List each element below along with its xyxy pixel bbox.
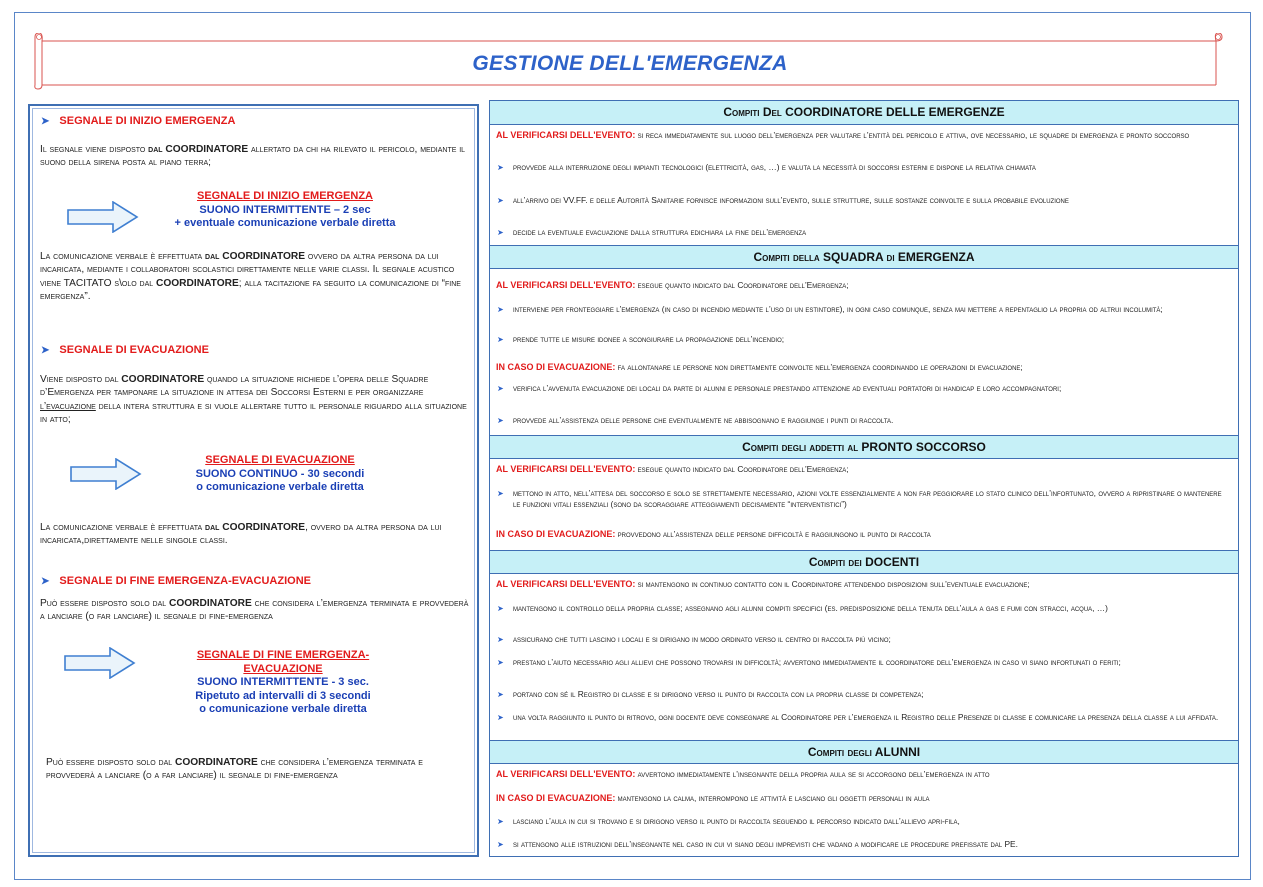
paragraph-fine-1: Può essere disposto solo dal COORDINATORE che considera l’emergenza terminata e provvederà a lanciare (o far lanciare) il segnale di fine-emergenza [40,598,469,623]
signal-title: SEGNALE DI EVACUAZIONE [205,454,355,466]
lead-line: AL VERIFICARSI DELL'EVENTO: si mantengono in continuo contatto con il Coordinatore attendendo disposizioni sull’eventuale evacuazione; [496,579,1030,589]
signal-box-fine [158,649,408,717]
block-header: Compiti Del COORDINATORE DELLE EMERGENZE [490,101,1238,125]
list-item: ➤ prestano l’aiuto necessario agli allievi che possono trovarsi in difficoltà; avvertono immediatamente il coordinatore dell’emergenza in caso vi siano infortunati o feriti; [497,657,1121,667]
signal-title: SEGNALE DI FINE EMERGENZA- [196,649,370,661]
section-heading-evacuazione: ➤ SEGNALE DI EVACUAZIONE [41,344,209,356]
list-item: ➤ lasciano l’aula in cui si trovano e si dirigono verso il punto di raccolta seguendo il percorso indicato dall’allievo apri-fila, [497,816,960,826]
arrowhead-bullet-icon: ➤ [497,416,504,425]
section-heading-inizio: ➤ SEGNALE DI INIZIO EMERGENZA [41,115,236,127]
lead-line: AL VERIFICARSI DELL'EVENTO: esegue quanto indicato dal Coordinatore dell’Emergenza; [496,464,849,474]
arrowhead-bullet-icon: ➤ [497,840,504,849]
right-arrow-icon [67,201,139,233]
arrowhead-bullet-icon: ➤ [497,196,504,205]
arrowhead-bullet-icon: ➤ [497,817,504,826]
arrowhead-bullet-icon: ➤ [497,690,504,699]
list-item: ➤ mettono in atto, nell’attesa del soccorso e solo se strettamente necessario, azioni volte essenzialmente a non far peggiorare lo stato clinico dell’infortunato, ovvero a ripristinare o mantenere le funzioni vitali essenziali (sono da scoraggiare atteggiamenti decisamente “interventistici”) [497,488,1222,509]
list-item: ➤ provvede alla interruzione degli impianti tecnologici (elettricità, gas, …) e valuta la necessità di soccorsi esterni e dispone la relativa chiamata [497,162,1036,172]
paragraph-inizio-2: La comunicazione verbale è effettuata dal COORDINATORE ovvero da altra persona da lui incaricata, mediante i collaboratori scolastici direttamente nelle varie classi. Il segnale acustico viene TACITATO s\olo dal COORDINATORE; alla tacitazione fa seguito la comunicazione di “fine emergenza”. [40,251,461,303]
list-item: ➤ decide la eventuale evacuazione dalla struttura edichiara la fine dell’emergenza [497,227,807,237]
arrowhead-bullet-icon: ➤ [41,116,50,127]
arrowhead-bullet-icon: ➤ [497,604,504,613]
section-heading-fine: ➤ SEGNALE DI FINE EMERGENZA-EVACUAZIONE [41,575,311,587]
block-header: Compiti degli addetti al PRONTO SOCCORSO [490,435,1238,459]
arrowhead-bullet-icon: ➤ [497,228,504,237]
block-docenti [490,550,1238,740]
block-alunni [490,740,1238,856]
paragraph-evacuazione-2: La comunicazione verbale è effettuata dal COORDINATORE, ovvero da altra persona da lui incaricata,direttamente nelle singole classi. [40,522,442,547]
list-item: ➤ verifica l’avvenuta evacuazione dei locali da parte di alunni e personale prestando attenzione ad eventuali portatori di handicap e loro accompagnatori; [497,383,1062,393]
arrowhead-bullet-icon: ➤ [497,713,504,722]
page-title: GESTIONE DELL'EMERGENZA [472,52,788,75]
list-item: ➤ all’arrivo dei VV.FF. e delle Autorità Sanitarie fornisce informazioni sull’evento, sulle strutture, sulle sostanze coinvolte e sulla probabile evoluzione [497,195,1069,205]
lead-line: IN CASO DI EVACUAZIONE: mantengono la calma, interrompono le attività e lasciano gli oggetti personali in aula [496,793,930,803]
block-coordinatore [490,101,1238,245]
arrowhead-bullet-icon: ➤ [497,335,504,344]
block-squadra [490,245,1238,435]
signal-extra: o comunicazione verbale diretta [196,481,364,493]
lead-line: AL VERIFICARSI DELL'EVENTO: si reca immediatamente sul luogo dell’emergenza per valutare l’entità del pericolo e attiva, ove necessario, le squadre di emergenza e pronto soccorso [496,130,1190,140]
lead-line: IN CASO DI EVACUAZIONE: provvedono all’assistenza delle persone difficoltà e raggiungono il punto di raccolta [496,529,931,539]
signal-box-inizio [140,190,430,231]
lead-line: AL VERIFICARSI DELL'EVENTO: avvertono immediatamente l’insegnante della propria aula se si accorgono dell’emergenza in atto [496,769,990,779]
list-item: ➤ assicurano che tutti lascino i locali e si dirigano in modo ordinato verso il centro di raccolta più vicino; [497,634,891,644]
list-item: ➤ si attengono alle istruzioni dell’insegnante nel caso in cui vi siano degli imprevisti che vadano a modificare le procedure prefissate dal PE. [497,839,1018,849]
signal-extra: o comunicazione verbale diretta [199,703,367,715]
signal-sound: SUONO INTERMITTENTE – 2 sec [199,203,371,216]
lead-line: IN CASO DI EVACUAZIONE: fa allontanare le persone non direttamente coinvolte nell’emergenza coordinando le operazioni di evacuazione; [496,362,1023,372]
list-item: ➤ una volta raggiunto il punto di ritrovo, ogni docente deve consegnare al Coordinatore per l’emergenza il Registro delle Presenze di classe e comunicare la presenza della classe a lui affidata. [497,712,1219,722]
signal-box-evacuazione [150,454,410,495]
list-item: ➤ mantengono il controllo della propria classe; assegnano agli alunni compiti specifici (es. predisposizione della tenuta dell’aula a gas e fumi con stracci, acqua, …) [497,603,1108,613]
signal-repeat: Ripetuto ad intervalli di 3 secondi [195,689,371,702]
arrowhead-bullet-icon: ➤ [497,635,504,644]
block-header: Compiti dei DOCENTI [490,550,1238,574]
signal-sound: SUONO INTERMITTENTE - 3 sec. [197,676,369,688]
arrowhead-bullet-icon: ➤ [497,305,504,314]
signal-sound: SUONO CONTINUO - 30 secondi [195,467,365,480]
right-arrow-icon [64,647,136,679]
list-item: ➤ prende tutte le misure idonee a scongiurare la propagazione dell’incendio; [497,334,785,344]
title-banner [34,33,1226,91]
block-pronto-soccorso [490,435,1238,550]
paragraph-evacuazione-1: Viene disposto dal COORDINATORE quando la situazione richiede l’opera delle Squadre d’Emergenza per tamponare la situazione in attesa dei Soccorsi Esterni e per organizzare l’evacuazione della intera struttura e si vuole allertare tutto il personale riguardo alla situazione in atto; [40,374,467,426]
arrowhead-bullet-icon: ➤ [497,489,504,498]
arrowhead-bullet-icon: ➤ [497,658,504,667]
arrowhead-bullet-icon: ➤ [41,345,50,356]
arrowhead-bullet-icon: ➤ [497,384,504,393]
signal-extra: + eventuale comunicazione verbale diretta [174,217,396,229]
signals-panel [28,104,479,857]
arrowhead-bullet-icon: ➤ [41,576,50,587]
signal-title: SEGNALE DI INIZIO EMERGENZA [196,190,373,202]
paragraph-fine-2: Può essere disposto solo dal COORDINATORE che considera l’emergenza terminata e provvederà a lanciare (o a far lanciare) il segnale di fine-emergenza [46,757,423,782]
list-item: ➤ portano con sé il Registro di classe e si dirigono verso il punto di raccolta con la propria classe di competenza; [497,689,924,699]
signal-title: EVACUAZIONE [243,662,323,675]
block-header: Compiti degli ALUNNI [490,740,1238,764]
list-item: ➤ provvede all’assistenza delle persone che eventualmente ne abbisognano e raggiunge i punti di raccolta. [497,415,894,425]
list-item: ➤ interviene per fronteggiare l’emergenza (in caso di incendio mediante l’uso di un estintore), in ogni caso comunque, senza mai mettere a repentaglio la propria od altrui incolumità; [497,304,1163,314]
lead-line: AL VERIFICARSI DELL'EVENTO: esegue quanto indicato dal Coordinatore dell’Emergenza; [496,280,849,290]
block-header: Compiti della SQUADRA di EMERGENZA [490,245,1238,269]
arrowhead-bullet-icon: ➤ [497,163,504,172]
duties-panel [489,100,1239,857]
right-arrow-icon [70,458,142,490]
paragraph-inizio-1: Il segnale viene disposto dal COORDINATORE allertato da chi ha rilevato il pericolo, mediante il suono della sirena posta al piano terra; [40,144,466,169]
